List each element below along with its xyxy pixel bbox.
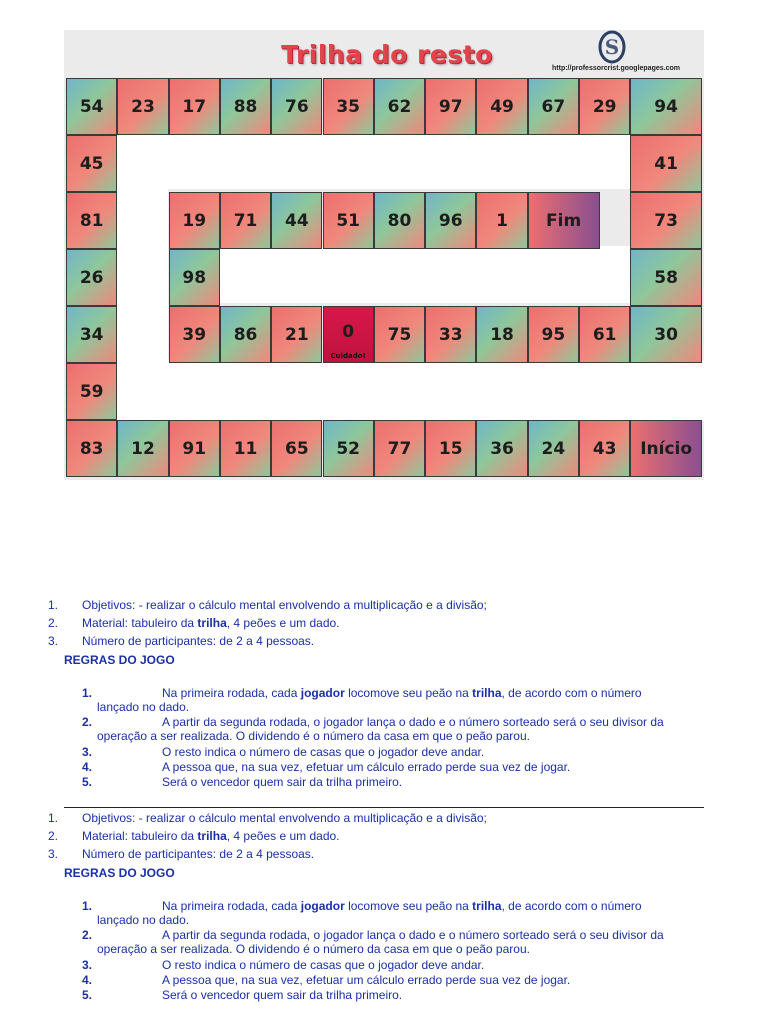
board-cell-label: 98	[182, 267, 207, 288]
board-cell	[579, 78, 630, 135]
board-cell-label: 67	[541, 96, 566, 117]
board-cell-label: 73	[654, 210, 678, 231]
board-cell-label: 19	[182, 210, 207, 231]
rule-text: Será o vencedor quem sair da trilha primeiro.	[162, 988, 403, 1002]
board-cell	[579, 306, 630, 363]
board-cell-label: 96	[438, 210, 463, 231]
board-cell-label: 94	[654, 96, 678, 117]
rule-text: Na primeira rodada, cada jogador locomove seu peão na trilha, de acordo com o número	[162, 899, 642, 913]
board-cell	[323, 420, 374, 477]
rule-text-continued: operação a ser realizada. O dividendo é o número da casa em que o peão parou.	[97, 942, 530, 956]
board-cell-label: 86	[233, 324, 258, 345]
board-cell	[117, 78, 168, 135]
board-cell-label: 18	[490, 324, 514, 345]
rule-text: A pessoa que, na sua vez, efetuar um cálculo errado perde sua vez de jogar.	[162, 973, 571, 987]
logo-letter: S	[604, 35, 620, 59]
board-cell	[630, 306, 702, 363]
board-cell	[630, 420, 702, 477]
board-cell-label: 49	[490, 96, 514, 117]
rule-number: 2.	[82, 928, 93, 942]
board-cell-label: 30	[654, 324, 678, 345]
rule-number: 2.	[82, 715, 93, 729]
item-text: Objetivos: - realizar o cálculo mental envolvendo a multiplicação e a divisão;	[82, 811, 487, 825]
rule-number: 5.	[82, 988, 93, 1002]
board-cell-label: 81	[79, 210, 104, 231]
board-cell-label: 29	[592, 96, 617, 117]
inner-gap-bottom	[117, 360, 704, 421]
rule-number: 4.	[82, 760, 93, 774]
board-cell-label: 26	[79, 267, 104, 288]
item-number: 3.	[48, 634, 59, 648]
board-cell-label: 17	[182, 96, 207, 117]
board-cell	[425, 78, 476, 135]
board-cell-label: 58	[654, 267, 678, 288]
board-cell	[374, 78, 425, 135]
board-cell-label: 59	[79, 381, 104, 402]
board-cell	[117, 420, 168, 477]
board-cell-label: 77	[387, 438, 412, 459]
site-url: http://professorcrist.googlepages.com	[552, 65, 680, 72]
board-cell-label: 45	[79, 153, 104, 174]
rules-heading: REGRAS DO JOGO	[64, 866, 175, 880]
rule-text: A pessoa que, na sua vez, efetuar um cálculo errado perde sua vez de jogar.	[162, 760, 571, 774]
logo-icon	[597, 30, 627, 64]
board-cell-label: 39	[182, 324, 207, 345]
board-cell-label: 95	[541, 324, 566, 345]
board-cell	[374, 420, 425, 477]
board-cell-label: Início	[640, 438, 693, 459]
board-cell-label: 54	[79, 96, 104, 117]
rule-text-continued: operação a ser realizada. O dividendo é o número da casa em que o peão parou.	[97, 729, 530, 743]
board-cell	[528, 192, 600, 249]
board-title: Trilha do resto	[281, 40, 493, 69]
board-cell	[220, 306, 271, 363]
board-cell-label: 43	[592, 438, 617, 459]
item-text: Número de participantes: de 2 a 4 pessoas.	[82, 634, 315, 648]
board-cell	[220, 192, 271, 249]
item-number: 3.	[48, 847, 59, 861]
board-cell-label: 71	[233, 210, 258, 231]
rule-number: 3.	[82, 745, 93, 759]
board-cell-label: 21	[285, 324, 309, 345]
inner-gap-left	[117, 189, 168, 360]
board-cell	[630, 78, 702, 135]
item-text: Número de participantes: de 2 a 4 pessoas.	[82, 847, 315, 861]
board-cell-label: 51	[336, 210, 360, 231]
board-cell	[271, 306, 322, 363]
board-cell	[425, 192, 476, 249]
board-cell	[169, 192, 220, 249]
board-cell	[66, 306, 117, 363]
rule-text: Será o vencedor quem sair da trilha primeiro.	[162, 775, 403, 789]
board-cell	[630, 249, 702, 306]
game-board	[64, 30, 704, 480]
board-cell-label: 24	[541, 438, 566, 459]
board-cell-label: 76	[285, 96, 309, 117]
board-cell	[528, 78, 579, 135]
board-cell	[169, 306, 220, 363]
item-text: Material: tabuleiro da trilha, 4 peões e um dado.	[82, 829, 340, 843]
board-cell	[476, 78, 527, 135]
board-cell-label: 52	[336, 438, 360, 459]
board-cell	[271, 420, 322, 477]
rule-text: A partir da segunda rodada, o jogador lança o dado e o número sorteado será o seu divisor da	[162, 715, 664, 729]
board-cell	[476, 420, 527, 477]
rule-number: 3.	[82, 958, 93, 972]
board-cell-label: Fim	[546, 210, 582, 231]
board-cell	[630, 192, 702, 249]
rule-text-continued: lançado no dado.	[97, 700, 190, 714]
board-cell	[220, 78, 271, 135]
board-cell	[169, 420, 220, 477]
board-cell-label: 88	[233, 96, 258, 117]
board-cell	[66, 78, 117, 135]
section-divider	[64, 807, 704, 808]
board-cell-note: Cuidado!	[330, 352, 366, 360]
rule-text: O resto indica o número de casas que o jogador deve andar.	[162, 958, 485, 972]
item-number: 1.	[48, 811, 59, 825]
board-cell-label: 11	[233, 438, 258, 459]
board-cell-label: 0	[342, 321, 355, 342]
board-cell-label: 61	[592, 324, 617, 345]
board-cell-label: 80	[387, 210, 412, 231]
board-cell-label: 41	[654, 153, 678, 174]
board-cell	[528, 306, 579, 363]
board-cell	[630, 135, 702, 192]
board-cell	[66, 249, 117, 306]
board-cell-label: 34	[79, 324, 104, 345]
board-cell	[271, 192, 322, 249]
board-cell-label: 44	[285, 210, 309, 231]
board-cell-label: 33	[438, 324, 463, 345]
rule-text: O resto indica o número de casas que o jogador deve andar.	[162, 745, 485, 759]
board-cell	[425, 306, 476, 363]
board-cell-label: 83	[79, 438, 104, 459]
item-text: Objetivos: - realizar o cálculo mental envolvendo a multiplicação e a divisão;	[82, 598, 487, 612]
board-cell	[66, 135, 117, 192]
board-cell	[66, 192, 117, 249]
board-cell-label: 97	[438, 96, 463, 117]
board-cell-label: 75	[387, 324, 412, 345]
board-cell-label: 36	[490, 438, 514, 459]
board-cell	[66, 363, 117, 420]
board-cell-label: 15	[438, 438, 463, 459]
item-number: 2.	[48, 829, 59, 843]
board-cell-label: 35	[336, 96, 360, 117]
board-cell	[169, 78, 220, 135]
rule-number: 5.	[82, 775, 93, 789]
board-cell	[323, 192, 374, 249]
board-cell-label: 1	[496, 210, 508, 231]
inner-gap-mid	[219, 246, 631, 303]
rule-number: 4.	[82, 973, 93, 987]
board-cell	[374, 192, 425, 249]
board-cell-label: 23	[131, 96, 155, 117]
board-cell-label: 62	[387, 96, 412, 117]
board-cell	[323, 78, 374, 135]
board-cell	[476, 306, 527, 363]
board-cell-label: 91	[182, 438, 207, 459]
board-cell	[323, 306, 374, 363]
board-cell	[528, 420, 579, 477]
board-cell-label: 65	[285, 438, 309, 459]
rule-text: A partir da segunda rodada, o jogador lança o dado e o número sorteado será o seu divisor da	[162, 928, 664, 942]
rule-text-continued: lançado no dado.	[97, 913, 190, 927]
board-cell	[374, 306, 425, 363]
board-cell	[66, 420, 117, 477]
rule-number: 1.	[82, 686, 93, 700]
item-number: 1.	[48, 598, 59, 612]
rule-number: 1.	[82, 899, 93, 913]
board-cell	[425, 420, 476, 477]
item-text: Material: tabuleiro da trilha, 4 peões e um dado.	[82, 616, 340, 630]
board-cell	[220, 420, 271, 477]
board-cell	[579, 420, 630, 477]
item-number: 2.	[48, 616, 59, 630]
board-cell	[271, 78, 322, 135]
inner-gap-top	[117, 132, 631, 189]
rules-heading: REGRAS DO JOGO	[64, 653, 175, 667]
board-cell	[169, 249, 220, 306]
board-cell	[476, 192, 527, 249]
rule-text: Na primeira rodada, cada jogador locomove seu peão na trilha, de acordo com o número	[162, 686, 642, 700]
board-cell-label: 12	[131, 438, 155, 459]
